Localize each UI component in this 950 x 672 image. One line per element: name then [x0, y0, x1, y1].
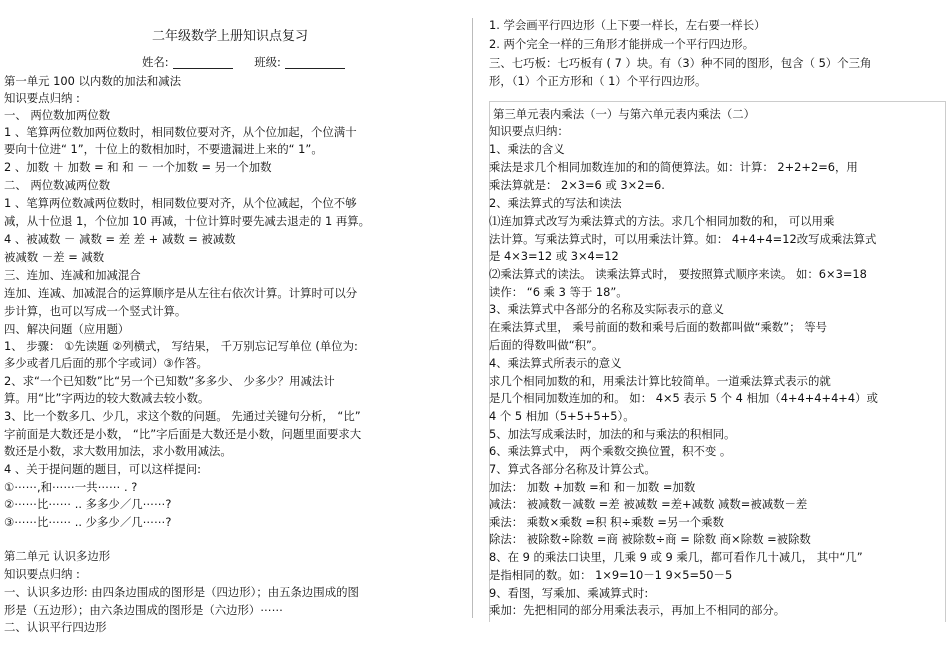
formula-addition: 加法： 加数 +加数 =和 和－加数 =加数 — [489, 480, 696, 494]
unit2-heading: 第二单元 认识多边形 — [4, 549, 111, 563]
text-line: 5、加法写成乘法时，加法的和与乘法的积相同。 — [489, 427, 736, 441]
formula-subtraction: 减法： 被减数－减数 =差 被减数 =差+减数 减数=被减数－差 — [489, 497, 808, 511]
text-line: 三、七巧板：七巧板有 ( 7 ）块。有（3）种不同的图形，包含（ 5）个三角 — [489, 56, 872, 70]
text-line: 一、认识多边形: 由四条边围成的图形是（四边形）；由五条边围成的图 — [4, 585, 359, 599]
text-line: 4 、关于提问题的题目，可以这样提问: — [4, 462, 201, 476]
text-line: 乘法是求几个相同加数连加的和的简便算法。如：计算： 2+2+2=6，用 — [489, 160, 858, 174]
formula-line: 2 、加数 ＋ 加数 = 和 和 － 一个加数 = 另一个加数 — [4, 160, 272, 174]
text-line: 形是（五边形）；由六条边围成的图形是（六边形）⋯⋯ — [4, 603, 284, 617]
text-line: 多少或者几后面的那个字或词）③作答。 — [4, 356, 208, 370]
text-line: 乘加：先把相同的部分用乘法表示，再加上不相同的部分。 — [489, 603, 786, 617]
text-line: 乘法算就是： 2×3=6 或 3×2=6. — [489, 178, 665, 192]
text-line: 形，（1）个正方形和（ 1）个平行四边形。 — [489, 74, 707, 88]
question-pattern: ③⋯⋯比⋯⋯ .. 少多少／几⋯⋯? — [4, 515, 172, 529]
text-line: 法计算。写乘法算式时，可以用乘法计算。如： 4+4+4=12改写成乘法算式 — [489, 232, 877, 246]
question-pattern: ①⋯⋯,和⋯⋯一共⋯⋯ . ? — [4, 480, 138, 494]
text-line: 4 个 5 相加（5+5+5+5）。 — [489, 409, 635, 423]
text-line: 2、求“一个已知数”比“另一个已知数”多多少、 少多少？用减法计 — [4, 374, 335, 388]
unit1-heading: 第一单元 100 以内数的加法和减法 — [4, 74, 182, 88]
text-line: 连加、连减、加减混合的运算顺序是从左往右依次计算。计算时可以分 — [4, 286, 358, 300]
section-heading: 四、解决问题（应用题） — [4, 322, 130, 336]
name-field[interactable] — [142, 55, 349, 69]
text-line: 知识要点归纳 : — [4, 567, 80, 581]
text-line: 1 、笔算两位数加两位数时，相同数位要对齐，从个位加起，个位满十 — [4, 125, 357, 139]
formula-division: 除法： 被除数÷除数 =商 被除数÷商 = 除数 商×除数 =被除数 — [489, 532, 811, 546]
text-line: 读作： “6 乘 3 等于 18”。 — [489, 285, 628, 299]
section-heading: 7、算式各部分名称及计算公式。 — [489, 462, 656, 476]
class-blank[interactable] — [285, 58, 345, 69]
text-line: 9、看图，写乘加、乘减算式时: — [489, 586, 649, 600]
section-heading: 1、乘法的含义 — [489, 142, 565, 156]
text-line: 减，从十位退 1，个位加 10 再减，十位计算时要先减去退走的 1 再算。 — [4, 214, 371, 228]
text-line: 知识要点归纳 : — [4, 91, 80, 105]
text-line: 2. 两个完全一样的三角形才能拼成一个平行四边形。 — [489, 37, 755, 51]
section-heading: 二、认识平行四边形 — [4, 620, 107, 634]
name-label: 姓名: — [142, 55, 169, 69]
page-title: 二年级数学上册知识点复习 — [152, 29, 309, 44]
text-line: 算。用“比”字两边的较大数减去较小数。 — [4, 391, 210, 405]
formula-line: 4 、被减数 － 减数 = 差 差 + 减数 = 被减数 — [4, 232, 236, 246]
text-line: 1. 学会画平行四边形（上下要一样长，左右要一样长） — [489, 18, 766, 32]
text-line: 8、在 9 的乘法口诀里，几乘 9 或 9 乘几，都可看作几十减几， 其中“几” — [489, 550, 863, 564]
text-line: 要向十位进“ 1”，十位上的数相加时，不要遗漏进上来的“ 1”。 — [4, 142, 323, 156]
text-line: 后面的得数叫做“积”。 — [489, 338, 604, 352]
section-heading: 2、乘法算式的写法和读法 — [489, 196, 622, 210]
name-blank[interactable] — [173, 58, 233, 69]
column-divider — [472, 18, 473, 618]
text-line: 3、比一个数多几、少几，求这个数的问题。 先通过关键句分析， “比” — [4, 409, 361, 423]
text-line: 求几个相同加数的和，用乘法计算比较简单。一道乘法算式表示的就 — [489, 374, 831, 388]
text-line: 是几个相同加数连加的和。 如： 4×5 表示 5 个 4 相加（4+4+4+4+4）或 — [489, 391, 878, 405]
text-line: 数还是小数，求大数用加法，求小数用减法。 — [4, 444, 232, 458]
formula-multiplication: 乘法： 乘数×乘数 =积 积÷乘数 =另一个乘数 — [489, 515, 724, 529]
text-line: 步计算，也可以写成一个竖式计算。 — [4, 304, 187, 318]
text-line: 是指相同的数。如： 1×9=10－1 9×5=50－5 — [489, 568, 733, 582]
section-heading: 3、乘法算式中各部分的名称及实际表示的意义 — [489, 302, 725, 316]
text-line: ⑵乘法算式的读法。 读乘法算式时， 要按照算式顺序来读。 如：6×3=18 — [489, 267, 867, 281]
text-line: 在乘法算式里， 乘号前面的数和乘号后面的数都叫做“乘数”； 等号 — [489, 320, 827, 334]
text-line: 1 、笔算两位数减两位数时，相同数位要对齐，从个位减起，个位不够 — [4, 196, 357, 210]
section-heading: 4、乘法算式所表示的意义 — [489, 356, 622, 370]
class-label: 班级: — [254, 55, 281, 69]
question-pattern: ②⋯⋯比⋯⋯ .. 多多少／几⋯⋯? — [4, 497, 172, 511]
text-line: 知识要点归纳： — [489, 124, 569, 138]
text-line: 是 4×3=12 或 3×4=12 — [489, 249, 619, 263]
text-line: 6、乘法算式中， 两个乘数交换位置，积不变 。 — [489, 444, 732, 458]
text-line: 1、 步骤： ①先读题 ②列横式， 写结果， 千万别忘记写单位 (单位为: — [4, 339, 358, 353]
section-heading: 三、连加、连减和加减混合 — [4, 268, 141, 282]
formula-line: 被减数 －差 = 减数 — [4, 250, 105, 264]
section-heading: 一、 两位数加两位数 — [4, 108, 111, 122]
text-line: ⑴连加算式改写为乘法算式的方法。求几个相同加数的和， 可以用乘 — [489, 214, 835, 228]
section-heading: 二、 两位数减两位数 — [4, 178, 111, 192]
unit3-heading: 第三单元表内乘法（一）与第六单元表内乘法（二） — [493, 107, 755, 121]
text-line: 字前面是大数还是小数， “比”字后面是大数还是小数，问题里面要求大 — [4, 427, 362, 441]
